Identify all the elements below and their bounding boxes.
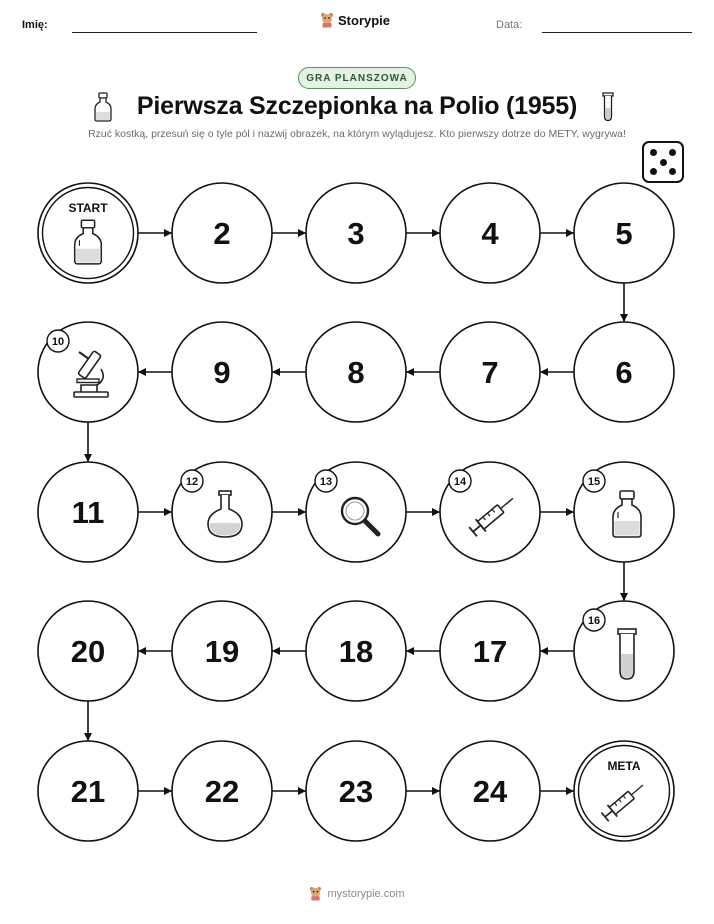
- cell-number: 9: [213, 355, 231, 390]
- board-cell-10[interactable]: [38, 322, 138, 422]
- cell-number: 20: [70, 634, 106, 669]
- board-cell-24[interactable]: [440, 741, 540, 841]
- arrow-head: [620, 593, 628, 601]
- page-title: Pierwsza Szczepionka na Polio (1955): [136, 92, 578, 120]
- cell-number: 11: [71, 495, 105, 530]
- cell-number: 16: [587, 615, 601, 627]
- board-cell-25[interactable]: [574, 741, 674, 841]
- arrow-head: [138, 647, 146, 655]
- board-cell-2[interactable]: [172, 183, 272, 283]
- arrow-head: [620, 314, 628, 322]
- board-cell-13[interactable]: [306, 462, 406, 562]
- game-type-badge: GRA PLANSZOWA: [298, 67, 416, 89]
- cell-number: 15: [587, 476, 601, 488]
- cell-number: 23: [338, 774, 374, 809]
- cell-number: 7: [481, 355, 499, 390]
- arrow-head: [298, 229, 306, 237]
- cell-number: 13: [319, 476, 333, 488]
- board-cell-9[interactable]: [172, 322, 272, 422]
- board-cell-20[interactable]: [38, 601, 138, 701]
- board-cell-19[interactable]: [172, 601, 272, 701]
- board-cell-3[interactable]: [306, 183, 406, 283]
- arrow-head: [298, 787, 306, 795]
- cell-number: 14: [453, 476, 467, 488]
- cell-number: 8: [347, 355, 365, 390]
- arrow-head: [566, 229, 574, 237]
- instructions-text: Rzuć kostką, przesuń się o tyle pól i nazwij obrazek, na którym wylądujesz. Kto pierwszy dotrze do METY, wygrywa!: [88, 128, 626, 140]
- board-cell-5[interactable]: [574, 183, 674, 283]
- arrow-head: [164, 508, 172, 516]
- arrow-head: [566, 508, 574, 516]
- board-cell-6[interactable]: [574, 322, 674, 422]
- arrow-head: [432, 787, 440, 795]
- board-cell-8[interactable]: [306, 322, 406, 422]
- cell-number: 24: [472, 774, 508, 809]
- arrow-head: [432, 508, 440, 516]
- brand-name: Storypie: [338, 12, 391, 28]
- footer-url[interactable]: mystorypie.com: [327, 887, 405, 900]
- cell-number: 21: [70, 774, 106, 809]
- arrow-head: [84, 454, 92, 462]
- board-cell-18[interactable]: [306, 601, 406, 701]
- bear-icon: [309, 886, 322, 901]
- board-cell-17[interactable]: [440, 601, 540, 701]
- cell-number: 2: [213, 216, 231, 251]
- arrow-head: [138, 368, 146, 376]
- arrow-head: [272, 368, 280, 376]
- board-cell-7[interactable]: [440, 322, 540, 422]
- cell-number: 22: [204, 774, 240, 809]
- date-label: Data:: [496, 19, 523, 31]
- arrow-head: [164, 229, 172, 237]
- cell-number: 6: [615, 355, 633, 390]
- name-label: Imię:: [22, 19, 48, 31]
- board-cell-16[interactable]: [574, 601, 674, 701]
- cell-label: META: [607, 759, 641, 773]
- arrow-head: [298, 508, 306, 516]
- cell-number: 18: [338, 634, 374, 669]
- cell-number: 5: [615, 216, 633, 251]
- arrow-head: [540, 368, 548, 376]
- board-cell-4[interactable]: [440, 183, 540, 283]
- cell-circle: [574, 741, 674, 841]
- board-cell-14[interactable]: [440, 462, 540, 562]
- arrow-head: [406, 368, 414, 376]
- cell-number: 12: [185, 476, 199, 488]
- cell-label: START: [68, 201, 108, 215]
- board-cell-1[interactable]: [38, 183, 138, 283]
- cell-number: 17: [472, 634, 508, 669]
- cell-number: 19: [204, 634, 240, 669]
- board-cell-21[interactable]: [38, 741, 138, 841]
- arrow-head: [272, 647, 280, 655]
- board-cell-23[interactable]: [306, 741, 406, 841]
- arrow-head: [432, 229, 440, 237]
- arrow-head: [84, 733, 92, 741]
- footer: [0, 886, 714, 901]
- arrow-head: [164, 787, 172, 795]
- test-tube-icon: [618, 629, 636, 679]
- board-cell-15[interactable]: [574, 462, 674, 562]
- arrow-head: [406, 647, 414, 655]
- arrow-head: [566, 787, 574, 795]
- board-cell-22[interactable]: [172, 741, 272, 841]
- board-cell-12[interactable]: [172, 462, 272, 562]
- cell-number: 4: [481, 216, 499, 251]
- arrow-head: [540, 647, 548, 655]
- board-cell-11[interactable]: [38, 462, 138, 562]
- cell-number: 3: [347, 216, 365, 251]
- cell-number: 10: [51, 336, 65, 348]
